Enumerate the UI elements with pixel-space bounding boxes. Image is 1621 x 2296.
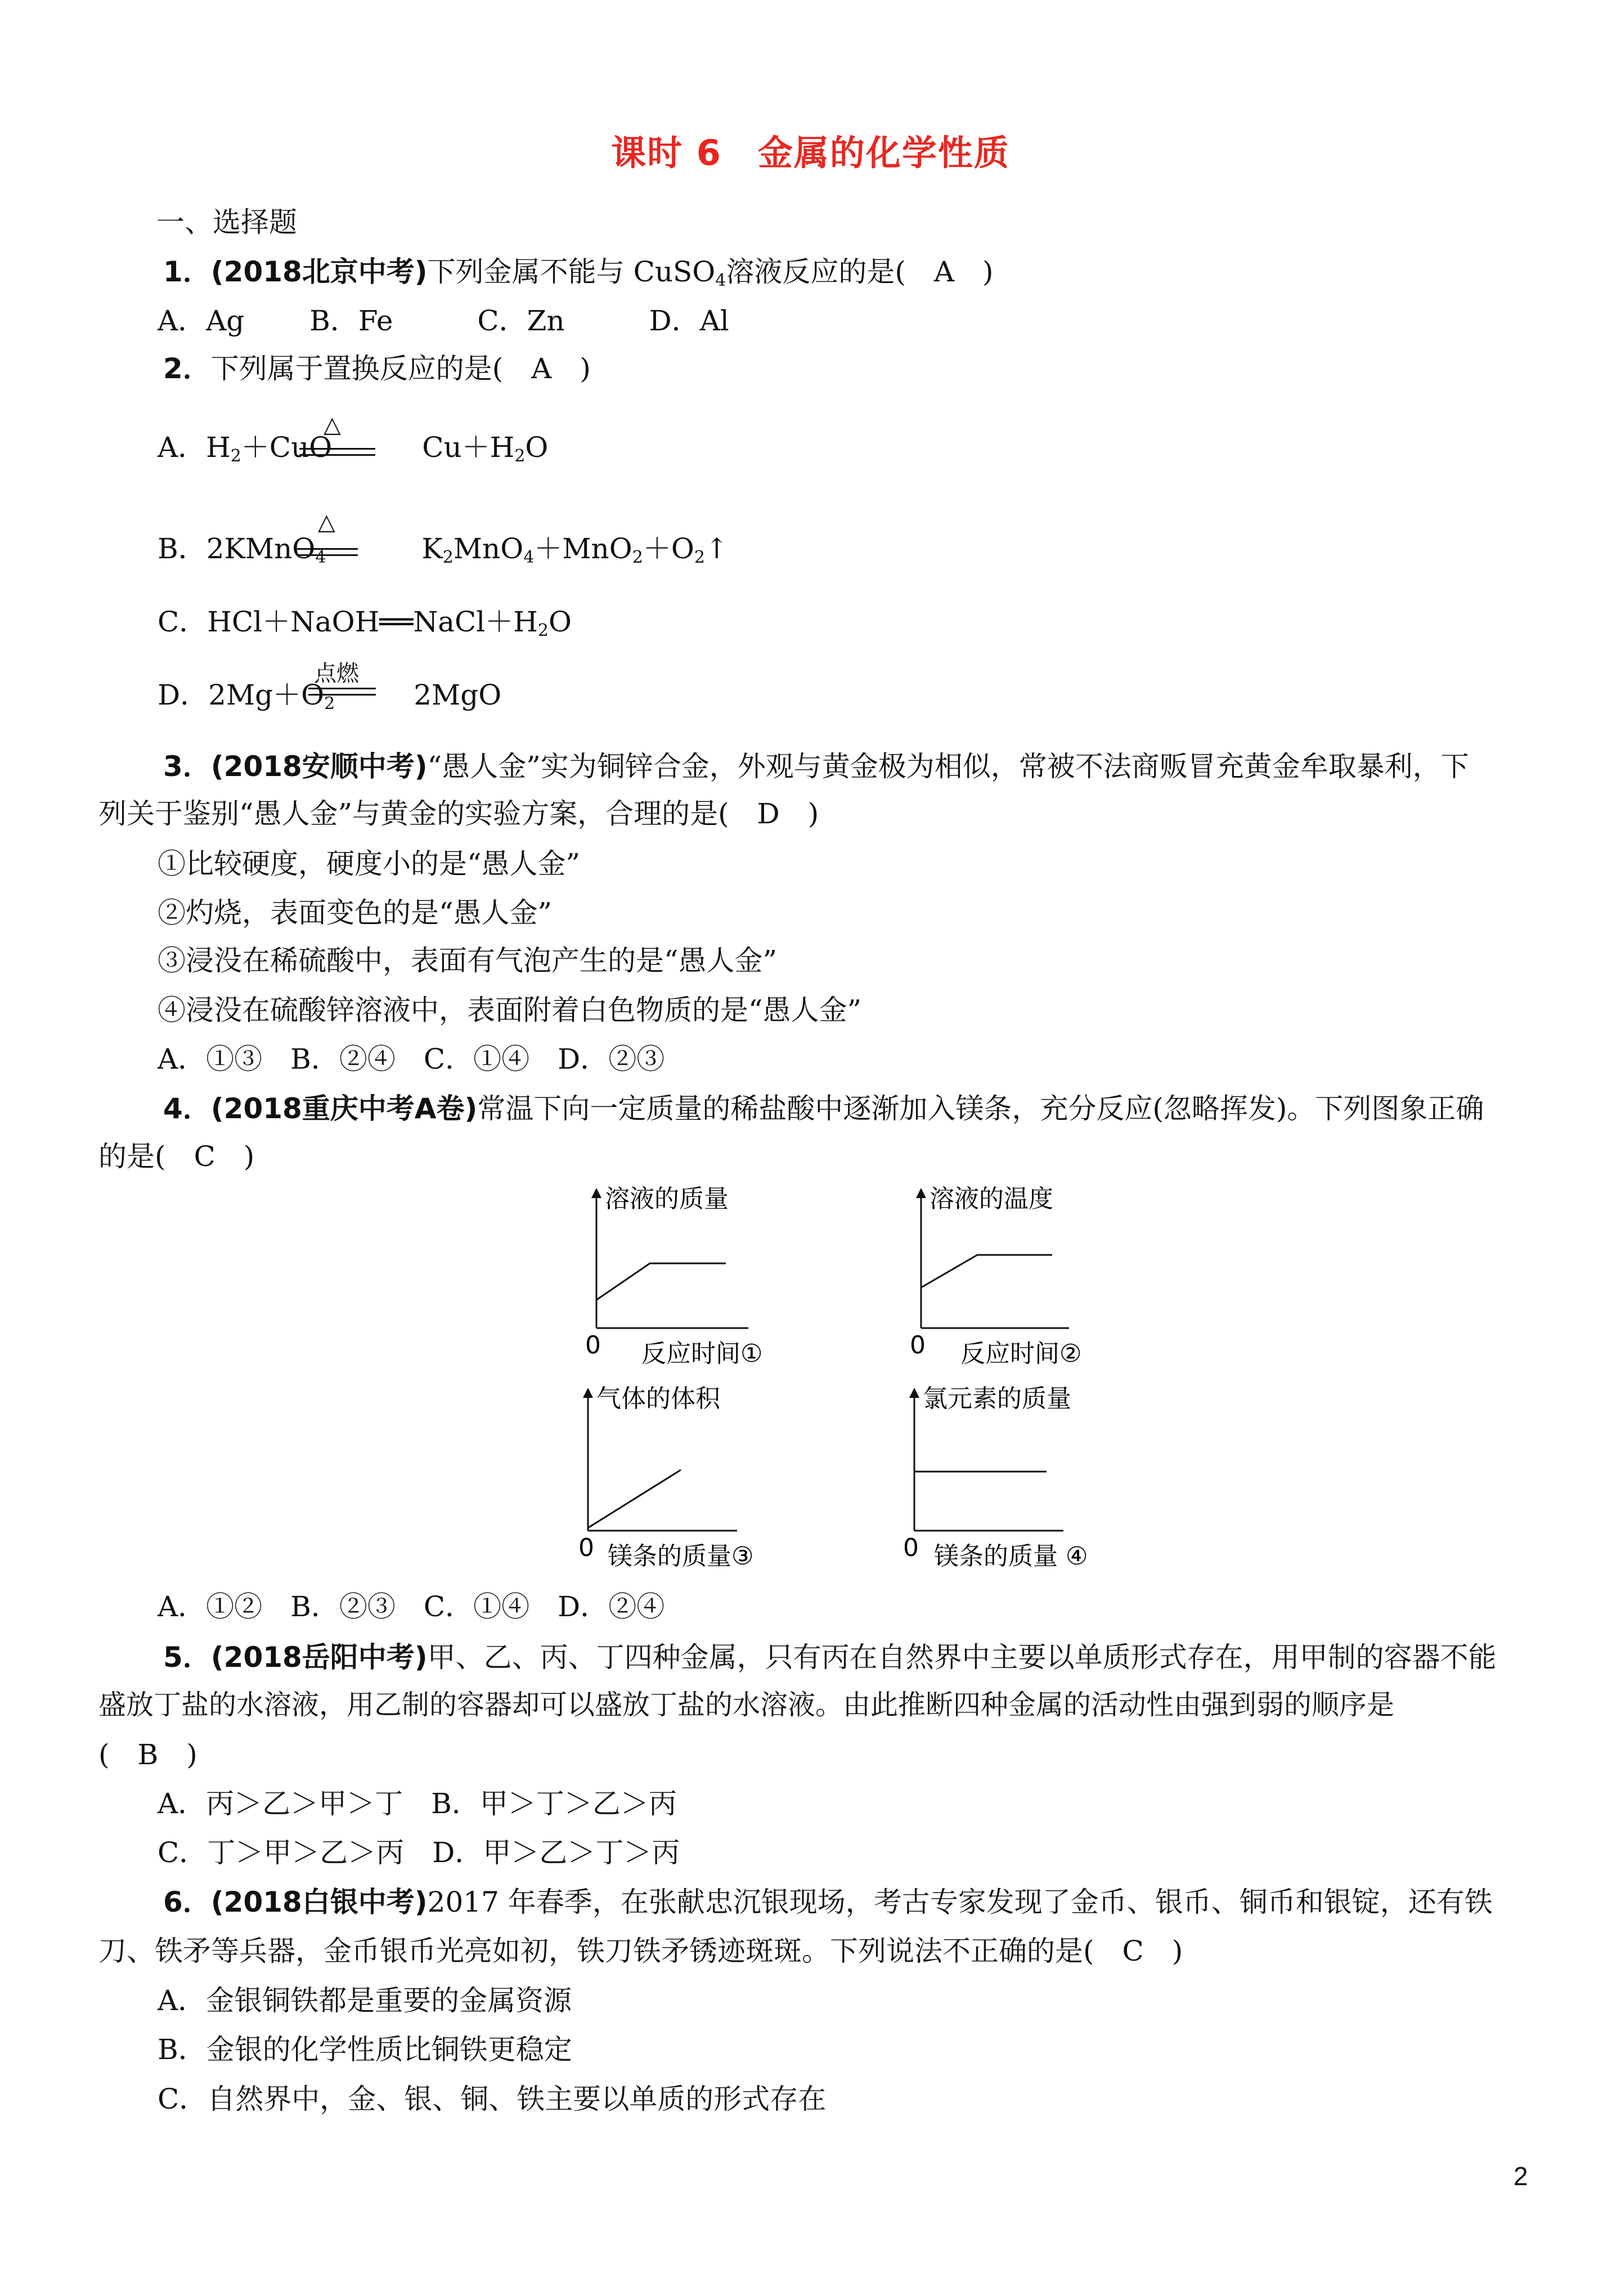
q2-stem: 下列属于置换反应的是( A ) (210, 352, 591, 385)
page-number: 2 (1514, 2162, 1528, 2191)
q2a-sub1: 2 (230, 446, 241, 466)
question-5-line-3: ( B ) (98, 1738, 197, 1771)
question-4-line-2: 的是( C ) (98, 1140, 255, 1173)
q2b-equals-sign (297, 548, 358, 556)
q2a-condition: △ (324, 412, 341, 438)
q2b-sub1: 4 (315, 548, 326, 567)
q2b-sub2: 2 (442, 548, 453, 567)
graph-4-origin: 0 (903, 1533, 919, 1562)
q3-source: (2018安顺中考) (210, 750, 428, 783)
q2a-sub2: 2 (514, 446, 526, 466)
q2b-sub5: 2 (694, 548, 705, 567)
q1-stem-tail: 溶液反应的是( A ) (726, 255, 994, 288)
question-3-line-1 (163, 747, 1469, 786)
graph-3 (578, 1384, 753, 1571)
q2a-end: O (525, 431, 549, 464)
q2d-label: D．2Mg＋O (158, 679, 325, 711)
q6-number: 6． (163, 1886, 211, 1918)
q2-option-c (158, 602, 572, 651)
graph-1 (585, 1185, 762, 1368)
q1-subscript: 4 (715, 271, 726, 290)
graph-1-ylabel: 溶液的质量 (605, 1185, 729, 1213)
question-5-line-2: 盛放丁盐的水溶液，用乙制的容器却可以盛放丁盐的水溶液。由此推断四种金属的活动性由强到弱的顺序是 (98, 1689, 1395, 1721)
q3-text-1: “愚人金”实为铜锌合金，外观与黄金极为相似，常被不法商贩冒充黄金牟取暴利，下 (427, 750, 1469, 783)
q4-options: A．①② B．②③ C．①④ D．②④ (158, 1590, 665, 1623)
q2a-label: A．H (158, 431, 231, 464)
graph-4-xlabel: 镁条的质量 ④ (934, 1542, 1088, 1571)
q2c-text: C．HCl＋NaOH══NaCl＋H (158, 606, 538, 638)
graph-2 (910, 1185, 1081, 1368)
graph-4-ylabel: 氯元素的质量 (923, 1384, 1071, 1413)
q2d-sub: 2 (324, 694, 335, 714)
q2b-p3: ＋MnO (534, 532, 632, 565)
q5-number: 5． (163, 1641, 211, 1674)
q3-statement-1: ①比较硬度，硬度小的是“愚人金” (158, 847, 581, 880)
graph-3-curve (588, 1470, 681, 1528)
graph-3-origin: 0 (578, 1533, 594, 1562)
question-5-line-1 (163, 1638, 1497, 1677)
q5-options-cd: C．丁＞甲＞乙＞丙 D．甲＞乙＞丁＞丙 (158, 1836, 680, 1869)
q6-text-1: 2017 年春季，在张献忠沉银现场，考古专家发现了金币、银币、铜币和银锭，还有铁 (427, 1886, 1493, 1918)
q4-source: (2018重庆中考A卷) (210, 1092, 478, 1125)
q6-option-c: C．自然界中，金、银、铜、铁主要以单质的形式存在 (158, 2083, 827, 2115)
question-2 (163, 349, 591, 388)
q1-source: (2018北京中考) (210, 255, 428, 288)
q2b-condition: △ (318, 509, 335, 535)
q5-options-ab: A．丙＞乙＞甲＞丁 B．甲＞丁＞乙＞丙 (158, 1787, 677, 1820)
q6-source: (2018白银中考) (210, 1886, 428, 1918)
q2d-equals-sign (308, 688, 376, 696)
question-3-line-2: 列关于鉴别“愚人金”与黄金的实验方案，合理的是( D ) (98, 797, 819, 830)
question-4-line-1 (163, 1089, 1484, 1128)
q2-option-b (158, 529, 729, 577)
graph-1-origin: 0 (585, 1331, 601, 1360)
graph-1-curve (596, 1263, 726, 1300)
graph-1-xlabel: 反应时间① (641, 1339, 763, 1368)
q2d-tail: 2MgO (414, 679, 502, 711)
q2b-p1: K (421, 532, 443, 565)
q1-options: A．Ag B．Fe C．Zn D．Al (158, 304, 729, 337)
q2c-end: O (548, 606, 572, 638)
q1-stem: 下列金属不能与 CuSO (427, 255, 716, 288)
q2b-p4: ＋O (643, 532, 694, 565)
graph-4 (903, 1384, 1088, 1571)
q3-number: 3． (163, 750, 211, 783)
q2b-gas-arrow: ↑ (704, 532, 729, 565)
q4-number: 4． (163, 1092, 211, 1125)
q3-statement-4: ④浸没在硫酸锌溶液中，表面附着白色物质的是“愚人金” (158, 994, 862, 1026)
graph-3-xlabel: 镁条的质量③ (608, 1542, 754, 1571)
graph-3-ylabel: 气体的体积 (596, 1384, 720, 1413)
q2a-mid: ＋CuO (241, 431, 333, 464)
q2c-sub: 2 (537, 621, 549, 640)
q2b-sub3: 4 (523, 548, 535, 567)
q5-text-1: 甲、乙、丙、丁四种金属，只有丙在自然界中主要以单质形式存在，用甲制的容器不能 (427, 1641, 1497, 1674)
q2-number: 2． (163, 352, 211, 385)
graph-2-origin: 0 (910, 1331, 926, 1360)
section-heading: 一、选择题 (156, 206, 297, 239)
question-6-line-2: 刀、铁矛等兵器，金币银币光亮如初，铁刀铁矛锈迹斑斑。下列说法不正确的是( C ) (98, 1935, 1183, 1967)
q2a-equals-sign (299, 448, 375, 456)
q2d-condition: 点燃 (314, 661, 359, 687)
question-1 (163, 252, 994, 301)
q3-options: A．①③ B．②④ C．①④ D．②③ (158, 1043, 665, 1075)
q4-graphs (563, 1182, 1153, 1576)
q5-source: (2018岳阳中考) (210, 1641, 428, 1674)
page-title: 课时 6 金属的化学性质 (611, 132, 1010, 173)
q6-option-a: A．金银铜铁都是重要的金属资源 (158, 1984, 572, 2017)
q2a-tail: Cu＋H (422, 431, 515, 464)
q2b-sub4: 2 (632, 548, 643, 567)
question-6-line-1 (163, 1882, 1493, 1922)
q1-number: 1． (163, 255, 211, 288)
q2b-label: B．2KMnO (158, 532, 316, 565)
q4-text-1: 常温下向一定质量的稀盐酸中逐渐加入镁条，充分反应(忽略挥发)。下列图象正确 (477, 1092, 1484, 1125)
graph-2-curve (921, 1255, 1052, 1288)
graph-2-xlabel: 反应时间② (960, 1339, 1082, 1368)
q2b-p2: MnO (453, 532, 524, 565)
q6-option-b: B．金银的化学性质比铜铁更稳定 (158, 2033, 572, 2066)
q3-statement-2: ②灼烧，表面变色的是“愚人金” (158, 896, 553, 929)
graph-2-ylabel: 溶液的温度 (930, 1185, 1053, 1213)
q3-statement-3: ③浸没在稀硫酸中，表面有气泡产生的是“愚人金” (158, 944, 778, 977)
